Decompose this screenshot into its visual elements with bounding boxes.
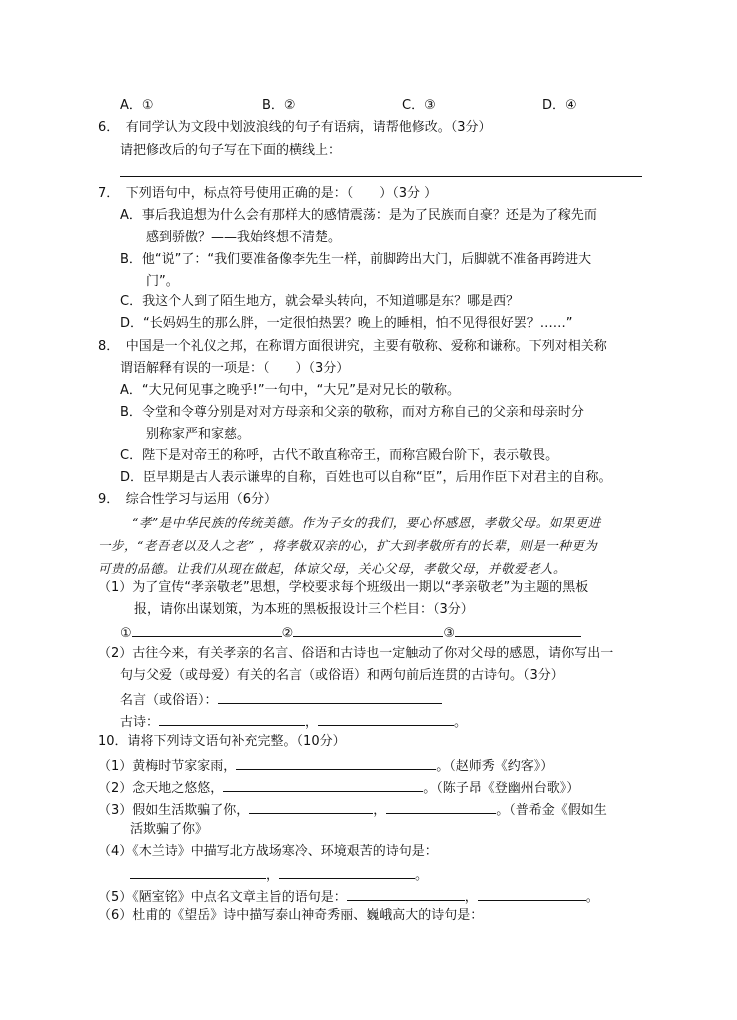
comma: ， bbox=[266, 868, 280, 883]
item3-blank-2[interactable] bbox=[386, 799, 496, 814]
q10-item3-cont: 活欺骗了你》 bbox=[130, 822, 209, 837]
q10-item6: （6）杜甫的《望岳》诗中描写泰山神奇秀丽、巍峨高大的诗句是： bbox=[98, 908, 484, 923]
q10-item1 bbox=[98, 755, 553, 777]
q9-passage-line2: 一步，“老吾老以及人之老” ，将孝敬双亲的心，扩大到孝敬所有的长辈，则是一种更为 bbox=[98, 538, 598, 553]
item3-source: 。（普希金《假如生 bbox=[496, 803, 607, 818]
q8-option-b-cont: 别称家严和家慈。 bbox=[146, 427, 251, 442]
q5-option-d: D．④ bbox=[542, 98, 577, 113]
item1-source: 。（赵师秀《约客》） bbox=[436, 759, 554, 774]
item3-prefix: （3）假如生活欺骗了你， bbox=[98, 803, 250, 818]
q7-option-a-cont: 感到骄傲？——我始终想不清楚。 bbox=[146, 230, 342, 245]
item5-blank-2[interactable] bbox=[478, 886, 586, 901]
q10-item4-blanks bbox=[130, 864, 428, 886]
q7-option-a: A．事后我追想为什么会有那样大的感情震荡：是为了民族而自豪？还是为了稼先而 bbox=[120, 208, 597, 223]
q5-option-a: A．① bbox=[120, 98, 154, 113]
q5-option-b: B．② bbox=[262, 98, 296, 113]
item2-source: 。（陈子昂《登幽州台歌》） bbox=[423, 781, 580, 796]
q9-passage-line1: “孝”是中华民族的传统美德。作为子女的我们，要心怀感恩，孝敬父母。如果更进 bbox=[132, 515, 601, 530]
q8-stem: 8． 中国是一个礼仪之邦，在称谓方面很讲究，主要有敬称、爱称和谦称。下列对相关称 bbox=[98, 339, 607, 354]
q8-stem-cont: 谓语解释有误的一项是：（ ）（3分） bbox=[120, 361, 350, 376]
q8-option-a: A．“大兄何见事之晚乎!”一句中，“大兄”是对兄长的敬称。 bbox=[120, 383, 461, 398]
comma: ， bbox=[464, 890, 478, 905]
q8-option-c: C．陛下是对帝王的称呼，古代不敢直称帝王，而称宫殿台阶下，表示敬畏。 bbox=[120, 448, 559, 463]
q6-stem: 6． 有同学认为文段中划波浪线的句子有语病，请帮他修改。（3分） bbox=[98, 120, 492, 135]
blank-mark-3: ③ bbox=[443, 626, 455, 641]
q9-part2-cont: 句与父爱（或母爱）有关的名言（或俗语）和两句前后连贯的古诗句。（3分） bbox=[120, 668, 564, 683]
item5-blank-1[interactable] bbox=[347, 886, 465, 901]
q9-part1-cont: 报，请你出谋划策，为本班的黑板报设计三个栏目：（3分） bbox=[134, 602, 474, 617]
poem-label: 古诗： bbox=[120, 715, 160, 730]
q9-part1: （1）为了宣传“孝亲敬老”思想，学校要求每个班级出一期以“孝亲敬老”为主题的黑板 bbox=[98, 580, 589, 595]
item3-blank-1[interactable] bbox=[249, 799, 373, 814]
q5-option-c: C．③ bbox=[402, 98, 436, 113]
q7-option-b-cont: 门”。 bbox=[146, 274, 179, 289]
period: 。 bbox=[454, 715, 468, 730]
comma: ， bbox=[305, 715, 319, 730]
quote-blank[interactable] bbox=[218, 689, 442, 704]
item5-prefix: （5）《陋室铭》中点名文章主旨的语句是： bbox=[98, 890, 347, 905]
q9-stem: 9． 综合性学习与运用（6分） bbox=[98, 492, 278, 507]
item4-blank-2[interactable] bbox=[279, 864, 415, 879]
q7-option-b: B．他“说”了：“我们要准备像李先生一样，前脚跨出大门，后脚就不准备再跨进大 bbox=[120, 252, 592, 267]
q7-option-d: D．“长妈妈生的那么胖，一定很怕热罢？晚上的睡相，怕不见得很好罢？……” bbox=[120, 316, 573, 331]
q9-column-blanks bbox=[120, 622, 581, 644]
item1-prefix: （1）黄梅时节家家雨， bbox=[98, 759, 237, 774]
q9-passage-line3: 可贵的品德。让我们从现在做起，体谅父母，关心父母，孝敬父母，并敬爱老人。 bbox=[98, 561, 567, 576]
q10-item5 bbox=[98, 886, 599, 908]
poem-blank-1[interactable] bbox=[159, 711, 305, 726]
item1-blank[interactable] bbox=[236, 755, 436, 770]
q6-answer-line[interactable] bbox=[120, 176, 642, 177]
item4-blank-1[interactable] bbox=[130, 864, 266, 879]
quote-label: 名言（或俗语）： bbox=[120, 693, 218, 708]
q10-stem: 10．请将下列诗文语句补充完整。（10分） bbox=[98, 734, 346, 749]
period: 。 bbox=[585, 890, 599, 905]
blank-mark-1: ① bbox=[120, 626, 132, 641]
q9-quote-row bbox=[120, 689, 442, 711]
q8-option-b: B．令堂和令尊分别是对对方母亲和父亲的敬称，而对方称自己的父亲和母亲时分 bbox=[120, 405, 584, 420]
q10-item3 bbox=[98, 799, 607, 821]
poem-blank-2[interactable] bbox=[318, 711, 454, 726]
q9-poem-row bbox=[120, 711, 467, 733]
period: 。 bbox=[415, 868, 429, 883]
column-blank-1[interactable] bbox=[132, 622, 282, 637]
column-blank-2[interactable] bbox=[293, 622, 443, 637]
item2-prefix: （2）念天地之悠悠， bbox=[98, 781, 224, 796]
column-blank-3[interactable] bbox=[455, 622, 581, 637]
item2-blank[interactable] bbox=[223, 777, 423, 792]
q10-item2 bbox=[98, 777, 579, 799]
q8-option-d: D．臣早期是古人表示谦卑的自称，百姓也可以自称“臣”，后用作臣下对君主的自称。 bbox=[120, 470, 612, 485]
item3-comma: ， bbox=[373, 803, 387, 818]
q7-stem: 7． 下列语句中，标点符号使用正确的是：（ ）（3分 ） bbox=[98, 186, 438, 201]
q9-part2: （2）古往今来，有关孝亲的名言、俗语和古诗也一定触动了你对父母的感恩，请你写出一 bbox=[98, 646, 614, 661]
q10-item4: （4）《木兰诗》中描写北方战场寒冷、环境艰苦的诗句是： bbox=[98, 844, 438, 859]
blank-mark-2: ② bbox=[281, 626, 294, 641]
q6-instruction: 请把修改后的句子写在下面的横线上： bbox=[120, 143, 342, 158]
q7-option-c: C．我这个人到了陌生地方，就会晕头转向，不知道哪是东？哪是西？ bbox=[120, 294, 520, 309]
